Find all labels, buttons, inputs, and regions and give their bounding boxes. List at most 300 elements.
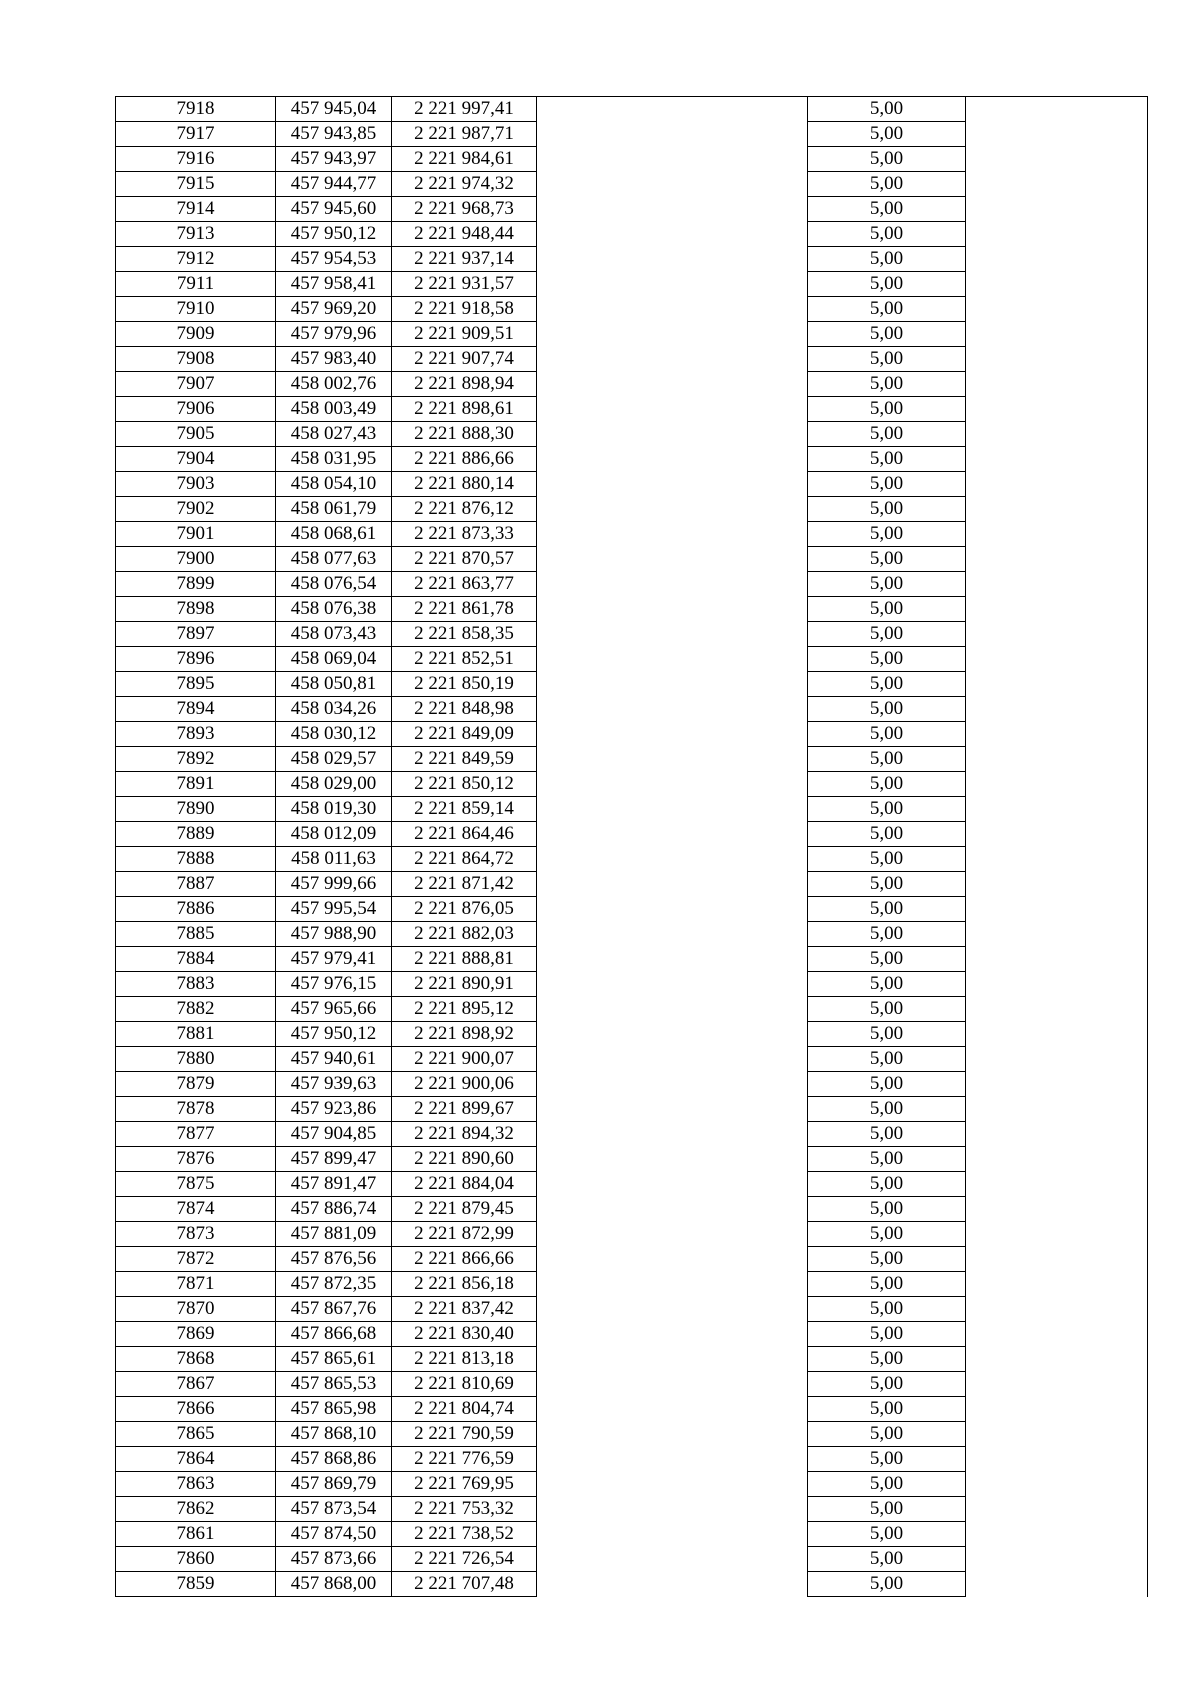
empty-cell: [537, 872, 808, 897]
empty-cell: [966, 97, 1148, 122]
point-number-cell: 7883: [116, 972, 276, 997]
x-coordinate-cell: 458 027,43: [276, 422, 392, 447]
empty-cell: [966, 572, 1148, 597]
empty-cell: [537, 897, 808, 922]
y-coordinate-cell: 2 221 880,14: [392, 472, 537, 497]
table-row: [116, 447, 1148, 472]
empty-cell: [537, 372, 808, 397]
table-row: [116, 922, 1148, 947]
precision-cell: 5,00: [808, 647, 966, 672]
empty-cell: [966, 1047, 1148, 1072]
point-number-cell: 7906: [116, 397, 276, 422]
empty-cell: [537, 622, 808, 647]
empty-cell: [966, 1497, 1148, 1522]
precision-cell: 5,00: [808, 747, 966, 772]
y-coordinate-cell: 2 221 864,46: [392, 822, 537, 847]
empty-cell: [537, 922, 808, 947]
point-number-cell: 7904: [116, 447, 276, 472]
x-coordinate-cell: 457 891,47: [276, 1172, 392, 1197]
x-coordinate-cell: 457 876,56: [276, 1247, 392, 1272]
precision-cell: 5,00: [808, 1072, 966, 1097]
y-coordinate-cell: 2 221 707,48: [392, 1572, 537, 1597]
point-number-cell: 7876: [116, 1147, 276, 1172]
x-coordinate-cell: 457 868,00: [276, 1572, 392, 1597]
table-row: [116, 197, 1148, 222]
precision-cell: 5,00: [808, 1097, 966, 1122]
empty-cell: [966, 297, 1148, 322]
x-coordinate-cell: 458 073,43: [276, 622, 392, 647]
y-coordinate-cell: 2 221 894,32: [392, 1122, 537, 1147]
y-coordinate-cell: 2 221 886,66: [392, 447, 537, 472]
empty-cell: [966, 1147, 1148, 1172]
x-coordinate-cell: 458 029,00: [276, 772, 392, 797]
table-row: [116, 1122, 1148, 1147]
point-number-cell: 7861: [116, 1522, 276, 1547]
empty-cell: [537, 422, 808, 447]
precision-cell: 5,00: [808, 1122, 966, 1147]
x-coordinate-cell: 457 872,35: [276, 1272, 392, 1297]
empty-cell: [966, 347, 1148, 372]
precision-cell: 5,00: [808, 797, 966, 822]
empty-cell: [966, 1072, 1148, 1097]
y-coordinate-cell: 2 221 790,59: [392, 1422, 537, 1447]
y-coordinate-cell: 2 221 898,92: [392, 1022, 537, 1047]
x-coordinate-cell: 457 983,40: [276, 347, 392, 372]
precision-cell: 5,00: [808, 972, 966, 997]
empty-cell: [966, 597, 1148, 622]
empty-cell: [966, 672, 1148, 697]
y-coordinate-cell: 2 221 987,71: [392, 122, 537, 147]
point-number-cell: 7912: [116, 247, 276, 272]
table-row: [116, 1272, 1148, 1297]
point-number-cell: 7886: [116, 897, 276, 922]
point-number-cell: 7880: [116, 1047, 276, 1072]
empty-cell: [966, 222, 1148, 247]
empty-cell: [966, 397, 1148, 422]
point-number-cell: 7873: [116, 1222, 276, 1247]
x-coordinate-cell: 457 954,53: [276, 247, 392, 272]
x-coordinate-cell: 458 011,63: [276, 847, 392, 872]
x-coordinate-cell: 458 019,30: [276, 797, 392, 822]
point-number-cell: 7865: [116, 1422, 276, 1447]
precision-cell: 5,00: [808, 1372, 966, 1397]
empty-cell: [537, 1297, 808, 1322]
empty-cell: [537, 1347, 808, 1372]
precision-cell: 5,00: [808, 1222, 966, 1247]
precision-cell: 5,00: [808, 872, 966, 897]
x-coordinate-cell: 457 999,66: [276, 872, 392, 897]
empty-cell: [537, 222, 808, 247]
empty-cell: [537, 172, 808, 197]
table-row: [116, 1547, 1148, 1572]
precision-cell: 5,00: [808, 1447, 966, 1472]
empty-cell: [966, 147, 1148, 172]
table-row: [116, 1522, 1148, 1547]
y-coordinate-cell: 2 221 898,94: [392, 372, 537, 397]
coordinates-table-body: [116, 97, 1148, 1597]
precision-cell: 5,00: [808, 697, 966, 722]
empty-cell: [966, 1297, 1148, 1322]
point-number-cell: 7877: [116, 1122, 276, 1147]
y-coordinate-cell: 2 221 872,99: [392, 1222, 537, 1247]
point-number-cell: 7859: [116, 1572, 276, 1597]
table-row: [116, 597, 1148, 622]
point-number-cell: 7871: [116, 1272, 276, 1297]
y-coordinate-cell: 2 221 937,14: [392, 247, 537, 272]
precision-cell: 5,00: [808, 897, 966, 922]
empty-cell: [966, 1572, 1148, 1597]
table-row: [116, 1022, 1148, 1047]
table-row: [116, 1497, 1148, 1522]
y-coordinate-cell: 2 221 850,12: [392, 772, 537, 797]
y-coordinate-cell: 2 221 888,81: [392, 947, 537, 972]
empty-cell: [966, 1122, 1148, 1147]
precision-cell: 5,00: [808, 247, 966, 272]
precision-cell: 5,00: [808, 1147, 966, 1172]
table-row: [116, 522, 1148, 547]
point-number-cell: 7868: [116, 1347, 276, 1372]
precision-cell: 5,00: [808, 97, 966, 122]
table-row: [116, 1472, 1148, 1497]
point-number-cell: 7907: [116, 372, 276, 397]
table-row: [116, 822, 1148, 847]
precision-cell: 5,00: [808, 297, 966, 322]
empty-cell: [537, 1147, 808, 1172]
precision-cell: 5,00: [808, 722, 966, 747]
empty-cell: [537, 1372, 808, 1397]
x-coordinate-cell: 457 979,41: [276, 947, 392, 972]
point-number-cell: 7870: [116, 1297, 276, 1322]
empty-cell: [537, 1397, 808, 1422]
empty-cell: [966, 522, 1148, 547]
x-coordinate-cell: 458 076,38: [276, 597, 392, 622]
empty-cell: [966, 497, 1148, 522]
precision-cell: 5,00: [808, 222, 966, 247]
empty-cell: [537, 1022, 808, 1047]
y-coordinate-cell: 2 221 984,61: [392, 147, 537, 172]
table-row: [116, 772, 1148, 797]
point-number-cell: 7911: [116, 272, 276, 297]
point-number-cell: 7914: [116, 197, 276, 222]
y-coordinate-cell: 2 221 852,51: [392, 647, 537, 672]
x-coordinate-cell: 458 029,57: [276, 747, 392, 772]
x-coordinate-cell: 457 944,77: [276, 172, 392, 197]
empty-cell: [966, 272, 1148, 297]
precision-cell: 5,00: [808, 772, 966, 797]
y-coordinate-cell: 2 221 931,57: [392, 272, 537, 297]
empty-cell: [537, 1497, 808, 1522]
empty-cell: [537, 797, 808, 822]
table-row: [116, 972, 1148, 997]
point-number-cell: 7903: [116, 472, 276, 497]
x-coordinate-cell: 458 076,54: [276, 572, 392, 597]
empty-cell: [537, 1122, 808, 1147]
empty-cell: [966, 197, 1148, 222]
precision-cell: 5,00: [808, 1047, 966, 1072]
empty-cell: [966, 1197, 1148, 1222]
y-coordinate-cell: 2 221 974,32: [392, 172, 537, 197]
empty-cell: [966, 822, 1148, 847]
x-coordinate-cell: 457 866,68: [276, 1322, 392, 1347]
precision-cell: 5,00: [808, 347, 966, 372]
x-coordinate-cell: 457 945,60: [276, 197, 392, 222]
table-row: [116, 422, 1148, 447]
empty-cell: [966, 422, 1148, 447]
empty-cell: [966, 1322, 1148, 1347]
y-coordinate-cell: 2 221 968,73: [392, 197, 537, 222]
x-coordinate-cell: 458 061,79: [276, 497, 392, 522]
point-number-cell: 7881: [116, 1022, 276, 1047]
y-coordinate-cell: 2 221 918,58: [392, 297, 537, 322]
precision-cell: 5,00: [808, 922, 966, 947]
empty-cell: [537, 147, 808, 172]
point-number-cell: 7910: [116, 297, 276, 322]
table-row: [116, 472, 1148, 497]
empty-cell: [537, 1572, 808, 1597]
precision-cell: 5,00: [808, 1247, 966, 1272]
precision-cell: 5,00: [808, 1197, 966, 1222]
table-row: [116, 572, 1148, 597]
table-row: [116, 872, 1148, 897]
x-coordinate-cell: 458 002,76: [276, 372, 392, 397]
y-coordinate-cell: 2 221 895,12: [392, 997, 537, 1022]
point-number-cell: 7887: [116, 872, 276, 897]
x-coordinate-cell: 457 865,61: [276, 1347, 392, 1372]
empty-cell: [966, 1522, 1148, 1547]
point-number-cell: 7902: [116, 497, 276, 522]
empty-cell: [537, 97, 808, 122]
x-coordinate-cell: 457 940,61: [276, 1047, 392, 1072]
point-number-cell: 7864: [116, 1447, 276, 1472]
empty-cell: [537, 1322, 808, 1347]
precision-cell: 5,00: [808, 397, 966, 422]
empty-cell: [537, 822, 808, 847]
y-coordinate-cell: 2 221 997,41: [392, 97, 537, 122]
point-number-cell: 7889: [116, 822, 276, 847]
x-coordinate-cell: 457 950,12: [276, 222, 392, 247]
x-coordinate-cell: 457 865,98: [276, 1397, 392, 1422]
precision-cell: 5,00: [808, 1322, 966, 1347]
x-coordinate-cell: 457 995,54: [276, 897, 392, 922]
empty-cell: [966, 772, 1148, 797]
y-coordinate-cell: 2 221 888,30: [392, 422, 537, 447]
table-row: [116, 147, 1148, 172]
y-coordinate-cell: 2 221 849,59: [392, 747, 537, 772]
y-coordinate-cell: 2 221 866,66: [392, 1247, 537, 1272]
point-number-cell: 7918: [116, 97, 276, 122]
x-coordinate-cell: 458 012,09: [276, 822, 392, 847]
x-coordinate-cell: 457 865,53: [276, 1372, 392, 1397]
point-number-cell: 7860: [116, 1547, 276, 1572]
y-coordinate-cell: 2 221 856,18: [392, 1272, 537, 1297]
point-number-cell: 7913: [116, 222, 276, 247]
x-coordinate-cell: 457 976,15: [276, 972, 392, 997]
point-number-cell: 7878: [116, 1097, 276, 1122]
table-row: [116, 647, 1148, 672]
point-number-cell: 7909: [116, 322, 276, 347]
point-number-cell: 7879: [116, 1072, 276, 1097]
precision-cell: 5,00: [808, 1497, 966, 1522]
precision-cell: 5,00: [808, 1022, 966, 1047]
y-coordinate-cell: 2 221 837,42: [392, 1297, 537, 1322]
y-coordinate-cell: 2 221 863,77: [392, 572, 537, 597]
precision-cell: 5,00: [808, 447, 966, 472]
empty-cell: [966, 622, 1148, 647]
y-coordinate-cell: 2 221 858,35: [392, 622, 537, 647]
empty-cell: [537, 297, 808, 322]
precision-cell: 5,00: [808, 1397, 966, 1422]
y-coordinate-cell: 2 221 900,06: [392, 1072, 537, 1097]
empty-cell: [537, 472, 808, 497]
precision-cell: 5,00: [808, 1347, 966, 1372]
precision-cell: 5,00: [808, 847, 966, 872]
empty-cell: [537, 1172, 808, 1197]
empty-cell: [966, 947, 1148, 972]
table-row: [116, 997, 1148, 1022]
y-coordinate-cell: 2 221 830,40: [392, 1322, 537, 1347]
x-coordinate-cell: 457 886,74: [276, 1197, 392, 1222]
empty-cell: [537, 597, 808, 622]
empty-cell: [537, 1047, 808, 1072]
precision-cell: 5,00: [808, 1472, 966, 1497]
empty-cell: [966, 897, 1148, 922]
empty-cell: [966, 1097, 1148, 1122]
table-row: [116, 1147, 1148, 1172]
table-row: [116, 1297, 1148, 1322]
empty-cell: [537, 672, 808, 697]
empty-cell: [537, 1522, 808, 1547]
point-number-cell: 7897: [116, 622, 276, 647]
table-row: [116, 747, 1148, 772]
empty-cell: [537, 572, 808, 597]
y-coordinate-cell: 2 221 848,98: [392, 697, 537, 722]
empty-cell: [537, 1222, 808, 1247]
x-coordinate-cell: 457 939,63: [276, 1072, 392, 1097]
table-row: [116, 697, 1148, 722]
table-row: [116, 97, 1148, 122]
table-row: [116, 1097, 1148, 1122]
x-coordinate-cell: 457 950,12: [276, 1022, 392, 1047]
table-row: [116, 247, 1148, 272]
y-coordinate-cell: 2 221 738,52: [392, 1522, 537, 1547]
x-coordinate-cell: 457 867,76: [276, 1297, 392, 1322]
empty-cell: [537, 947, 808, 972]
x-coordinate-cell: 457 988,90: [276, 922, 392, 947]
y-coordinate-cell: 2 221 871,42: [392, 872, 537, 897]
empty-cell: [537, 772, 808, 797]
empty-cell: [966, 372, 1148, 397]
point-number-cell: 7898: [116, 597, 276, 622]
table-row: [116, 1047, 1148, 1072]
x-coordinate-cell: 457 869,79: [276, 1472, 392, 1497]
empty-cell: [966, 1472, 1148, 1497]
x-coordinate-cell: 458 030,12: [276, 722, 392, 747]
x-coordinate-cell: 457 874,50: [276, 1522, 392, 1547]
empty-cell: [966, 1422, 1148, 1447]
y-coordinate-cell: 2 221 890,91: [392, 972, 537, 997]
precision-cell: 5,00: [808, 1297, 966, 1322]
x-coordinate-cell: 457 969,20: [276, 297, 392, 322]
table-row: [116, 847, 1148, 872]
empty-cell: [537, 697, 808, 722]
table-row: [116, 172, 1148, 197]
empty-cell: [966, 747, 1148, 772]
precision-cell: 5,00: [808, 1272, 966, 1297]
point-number-cell: 7863: [116, 1472, 276, 1497]
empty-cell: [537, 1197, 808, 1222]
empty-cell: [537, 197, 808, 222]
table-row: [116, 1447, 1148, 1472]
precision-cell: 5,00: [808, 997, 966, 1022]
x-coordinate-cell: 458 034,26: [276, 697, 392, 722]
empty-cell: [966, 247, 1148, 272]
point-number-cell: 7894: [116, 697, 276, 722]
x-coordinate-cell: 458 054,10: [276, 472, 392, 497]
point-number-cell: 7899: [116, 572, 276, 597]
precision-cell: 5,00: [808, 172, 966, 197]
empty-cell: [537, 272, 808, 297]
table-row: [116, 1347, 1148, 1372]
coordinates-table: [115, 96, 1148, 1597]
empty-cell: [966, 172, 1148, 197]
point-number-cell: 7862: [116, 1497, 276, 1522]
point-number-cell: 7867: [116, 1372, 276, 1397]
point-number-cell: 7915: [116, 172, 276, 197]
y-coordinate-cell: 2 221 898,61: [392, 397, 537, 422]
empty-cell: [966, 122, 1148, 147]
precision-cell: 5,00: [808, 372, 966, 397]
x-coordinate-cell: 458 003,49: [276, 397, 392, 422]
y-coordinate-cell: 2 221 870,57: [392, 547, 537, 572]
point-number-cell: 7892: [116, 747, 276, 772]
y-coordinate-cell: 2 221 873,33: [392, 522, 537, 547]
empty-cell: [537, 972, 808, 997]
precision-cell: 5,00: [808, 622, 966, 647]
x-coordinate-cell: 457 904,85: [276, 1122, 392, 1147]
point-number-cell: 7888: [116, 847, 276, 872]
x-coordinate-cell: 457 899,47: [276, 1147, 392, 1172]
point-number-cell: 7875: [116, 1172, 276, 1197]
precision-cell: 5,00: [808, 672, 966, 697]
y-coordinate-cell: 2 221 769,95: [392, 1472, 537, 1497]
point-number-cell: 7874: [116, 1197, 276, 1222]
empty-cell: [966, 997, 1148, 1022]
table-row: [116, 1572, 1148, 1597]
empty-cell: [966, 547, 1148, 572]
empty-cell: [537, 1272, 808, 1297]
y-coordinate-cell: 2 221 948,44: [392, 222, 537, 247]
x-coordinate-cell: 457 965,66: [276, 997, 392, 1022]
y-coordinate-cell: 2 221 813,18: [392, 1347, 537, 1372]
precision-cell: 5,00: [808, 1572, 966, 1597]
precision-cell: 5,00: [808, 522, 966, 547]
x-coordinate-cell: 457 881,09: [276, 1222, 392, 1247]
precision-cell: 5,00: [808, 197, 966, 222]
table-row: [116, 297, 1148, 322]
y-coordinate-cell: 2 221 890,60: [392, 1147, 537, 1172]
table-row: [116, 622, 1148, 647]
x-coordinate-cell: 458 077,63: [276, 547, 392, 572]
precision-cell: 5,00: [808, 472, 966, 497]
x-coordinate-cell: 457 979,96: [276, 322, 392, 347]
precision-cell: 5,00: [808, 1422, 966, 1447]
precision-cell: 5,00: [808, 1547, 966, 1572]
empty-cell: [966, 797, 1148, 822]
empty-cell: [966, 1272, 1148, 1297]
y-coordinate-cell: 2 221 907,74: [392, 347, 537, 372]
point-number-cell: 7885: [116, 922, 276, 947]
x-coordinate-cell: 457 923,86: [276, 1097, 392, 1122]
